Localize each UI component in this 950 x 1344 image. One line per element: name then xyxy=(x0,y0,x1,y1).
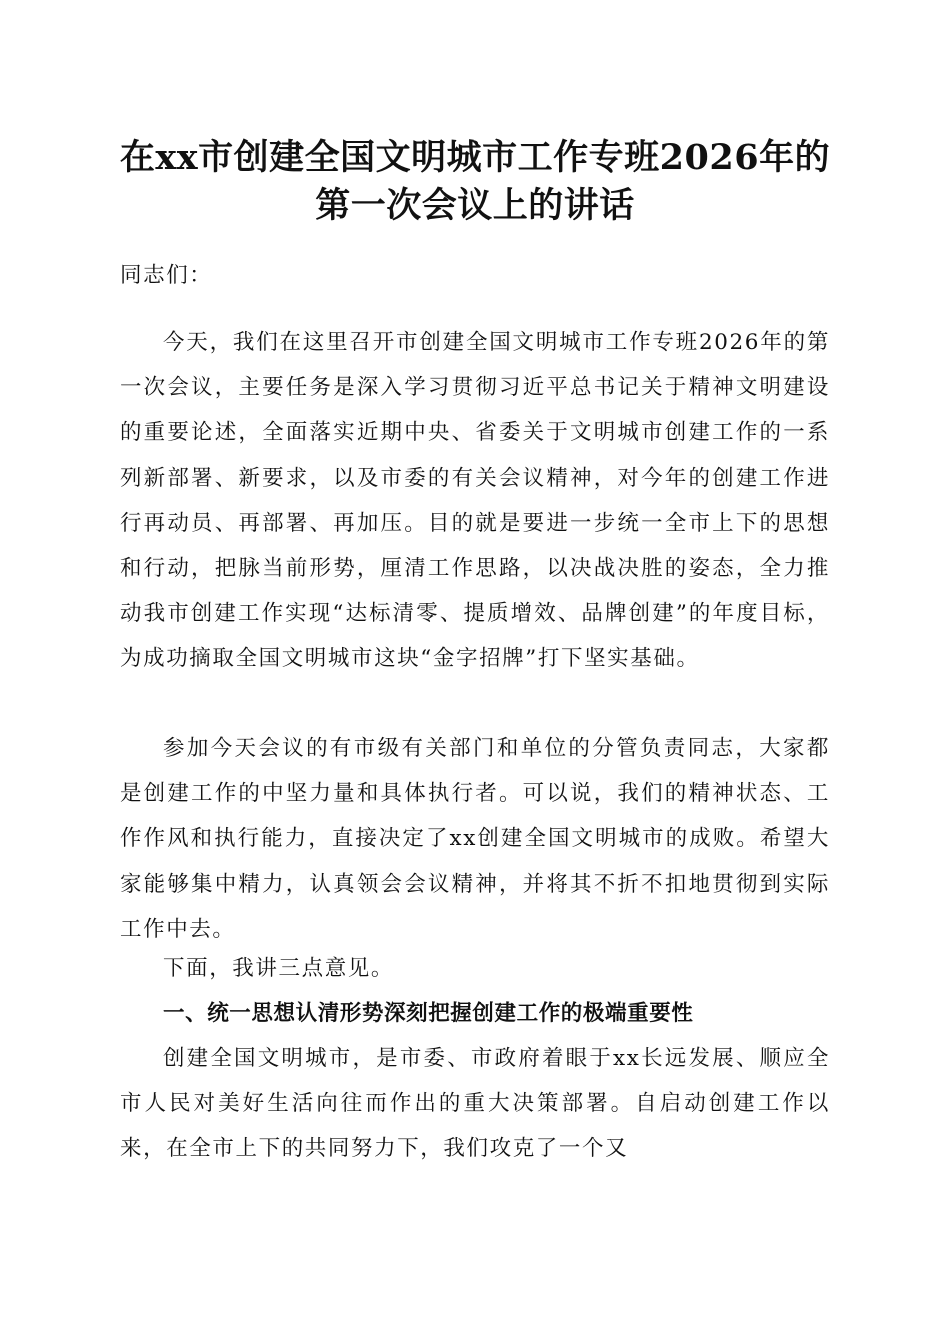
paragraph-transition: 下面，我讲三点意见。 xyxy=(163,956,395,981)
document-title-line-2: 第一次会议上的讲话 xyxy=(315,185,635,226)
paragraph-opening: 今天，我们在这里召开市创建全国文明城市工作专班2026年的第一次会议，主要任务是深入学习贯彻习近平总书记关于精神文明建设的重要论述，全面落实近期中央、省委关于文明城市创建工作的一系列新部署、新要求，以及市委的有关会议精神，对今年的创建工作进行再动员、再部署、再加压。目的就是要进一步统一全市上下的思想和行动，把脉当前形势，厘清工作思路，以决战决胜的姿态，全力推动我市创建工作实现“达标清零、提质增效、品牌创建”的年度目标，为成功摘取全国文明城市这块“金字招牌”打下坚实基础。 xyxy=(120,330,830,672)
salutation: 同志们： xyxy=(120,263,213,288)
section-heading-1: 一、统一思想认清形势深刻把握创建工作的极端重要性 xyxy=(163,1001,694,1026)
document-title-line-1: 在xx市创建全国文明城市工作专班2026年的 xyxy=(119,137,831,178)
paragraph-section-1: 创建全国文明城市，是市委、市政府着眼于xx长远发展、顺应全市人民对美好生活向往而作出的重大决策部署。自启动创建工作以来，在全市上下的共同努力下，我们攻克了一个又 xyxy=(120,1046,830,1162)
paragraph-participants: 参加今天会议的有市级有关部门和单位的分管负责同志，大家都是创建工作的中坚力量和具体执行者。可以说，我们的精神状态、工作作风和执行能力，直接决定了xx创建全国文明城市的成败。希望大家能够集中精力，认真领会会议精神，并将其不折不扣地贯彻到实际工作中去。 xyxy=(120,736,830,942)
